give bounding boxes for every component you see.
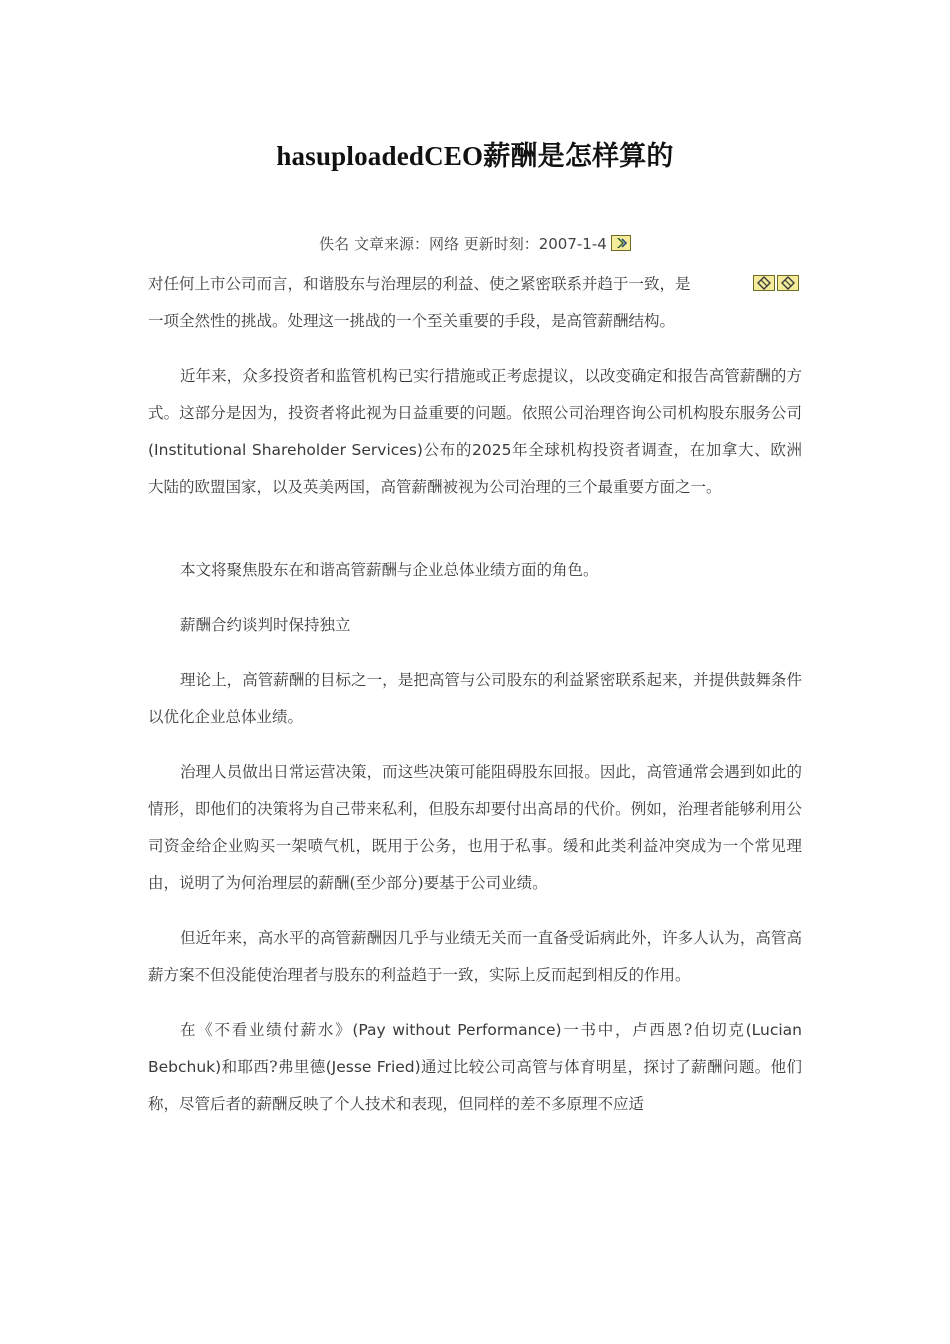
update-date: 2007-1-4: [538, 235, 607, 253]
article-body: [148, 266, 802, 1123]
meta-prefix: 佚名 文章来源：网络 更新时刻：: [319, 235, 539, 253]
paragraph-management: 治理人员做出日常运营决策，而这些决策可能阻碍股东回报。因此，高管通常会遇到如此的情形，即他们的决策将为自己带来私利，但股东却要付出高昂的代价。例如，治理者能够利用公司资金给企业购买一架喷气机，既用于公务，也用于私事。缓和此类利益冲突成为一个常见理由，说明了为何治理层的薪酬(至少部分)要基于公司业绩。: [148, 763, 802, 892]
paragraph-investors: 近年来，众多投资者和监管机构已实行措施或正考虑提议，以改变确定和报告高管薪酬的方式。这部分是因为，投资者将此视为日益重要的问题。依照公司治理咨询公司机构股东服务公司(Institutional Shareholder Services)公布的2025年全球机构投资者调查，在加拿大、欧洲大陆的欧盟国家，以及英美两国，高管薪酬被视为公司治理的三个最重要方面之一。: [148, 367, 802, 496]
paragraph-intro-line2: 一项全然性的挑战。处理这一挑战的一个至关重要的手段，是高管薪酬结构。: [148, 312, 676, 330]
paragraph-intro-line1: 对任何上市公司而言，和谐股东与治理层的利益、使之紧密联系并趋于一致，是: [148, 275, 691, 293]
article-meta: [148, 234, 802, 254]
document-title: hasuploadedCEO薪酬是怎样算的: [276, 141, 674, 171]
section-heading: 薪酬合约谈判时保持独立: [180, 616, 351, 634]
paragraph-book: 在《不看业绩付薪水》(Pay without Performance)一书中，卢西恩?伯切克(Lucian Bebchuk)和耶西?弗里德(Jesse Fried)通过比较公司高管与体育明星，探讨了薪酬问题。他们称，尽管后者的薪酬反映了个人技术和表现，但同样的差不多原理不应适: [148, 1021, 803, 1113]
arrow-icon[interactable]: [611, 235, 631, 251]
paragraph-criticism: 但近年来，高水平的高管薪酬因几乎与业绩无关而一直备受诟病此外，许多人认为，高管高薪方案不但没能使治理者与股东的利益趋于一致，实际上反而起到相反的作用。: [148, 929, 802, 984]
paragraph-theory: 理论上，高管薪酬的目标之一，是把高管与公司股东的利益紧密联系起来，并提供鼓舞条件以优化企业总体业绩。: [148, 671, 802, 726]
paragraph-focus: 本文将聚焦股东在和谐高管薪酬与企业总体业绩方面的角色。: [180, 561, 599, 579]
